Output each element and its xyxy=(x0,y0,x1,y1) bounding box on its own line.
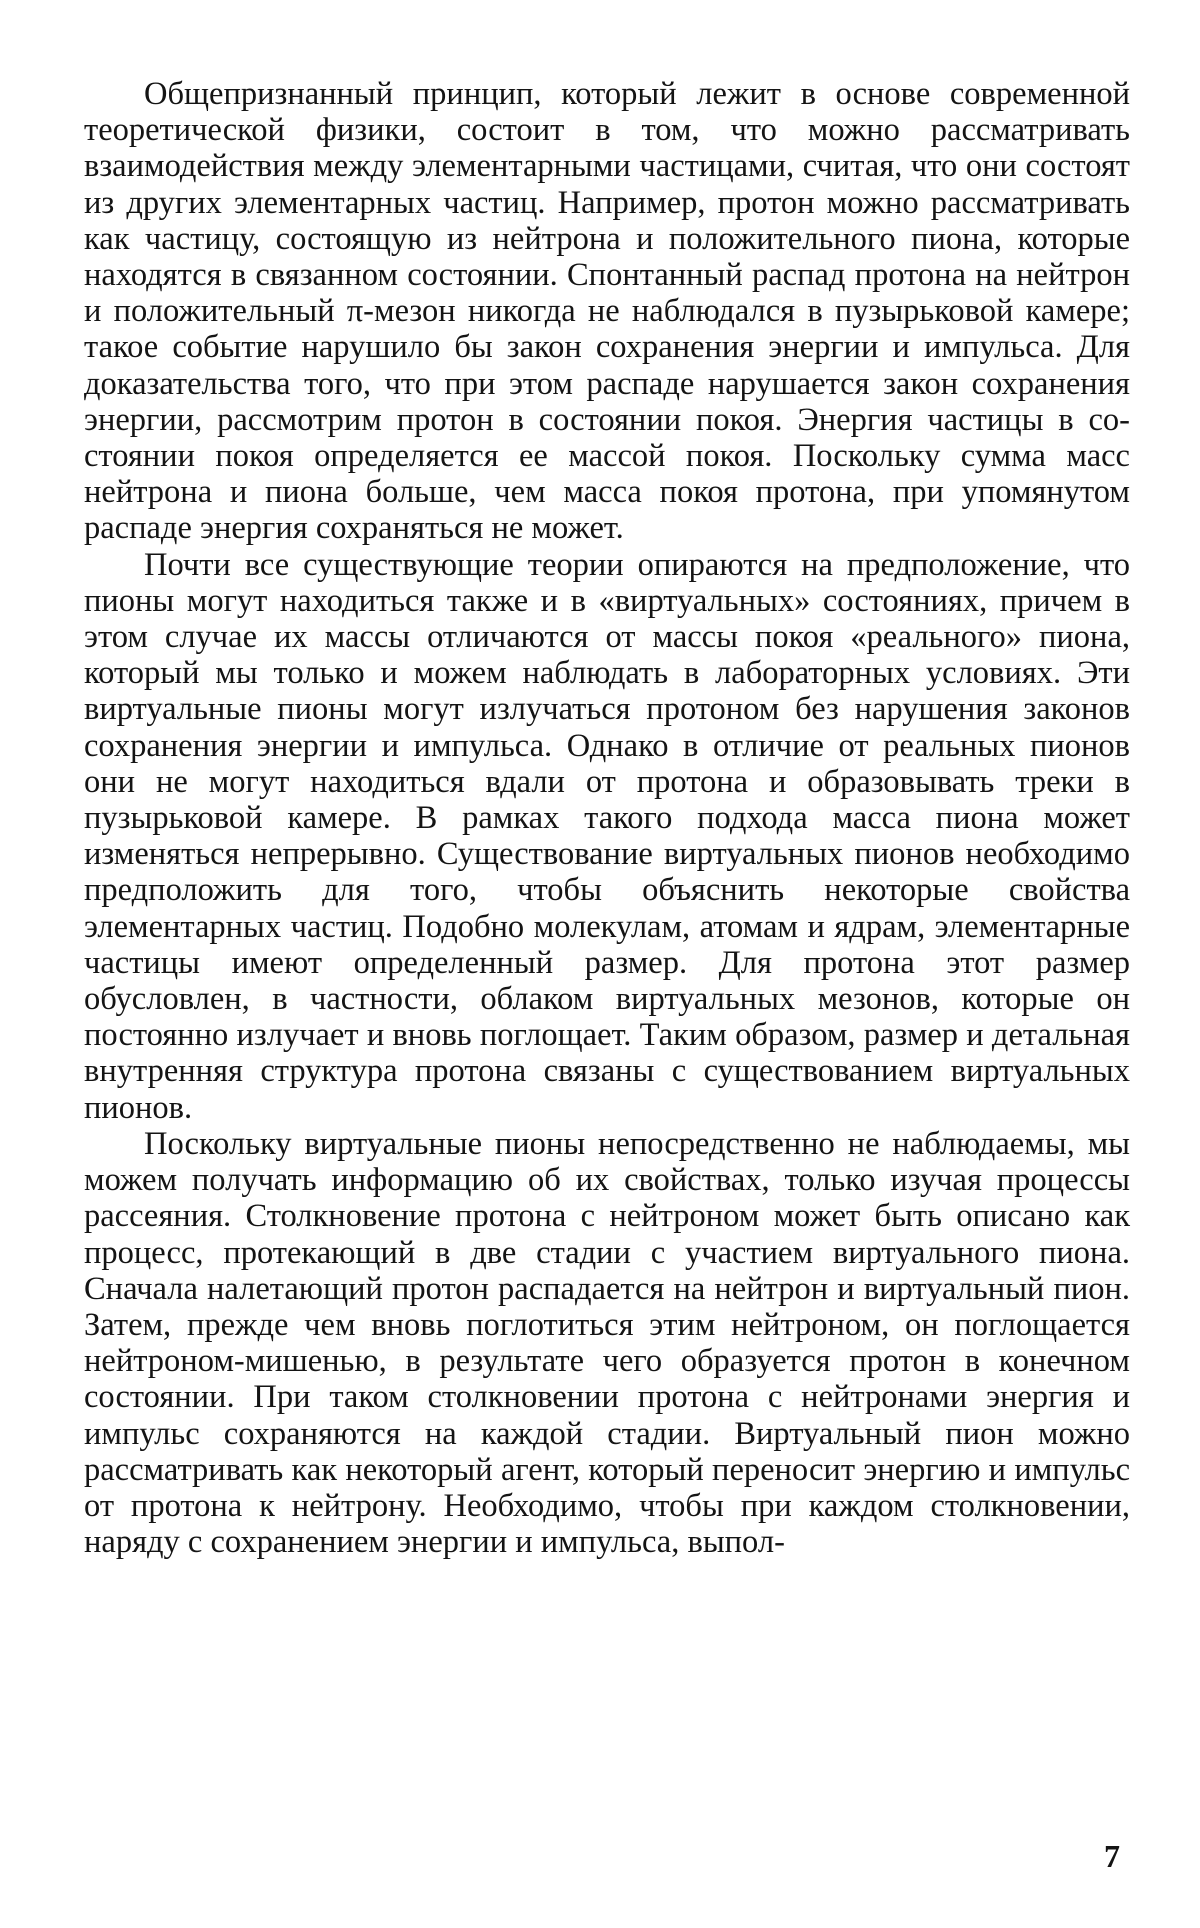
page-number: 7 xyxy=(1104,1838,1120,1874)
page-text xyxy=(84,76,1130,1560)
paragraph-2: Почти все существующие теории опираются на предположение, что пионы могут находиться также и в «виртуальных» состояниях, причем в этом случае их массы отличаются от массы покоя «реального» пиона, который мы только и можем наблюдать в лабораторных условиях. Эти виртуальные пионы могут излучаться протоном без нарушения законов сохранения энергии и импульса. Однако в отличие от реальных пионов они не могут находиться вдали от протона и образовывать треки в пузырьковой камере. В рамках такого подхода масса пиона может изменяться непрерывно. Существование виртуальных пионов необходимо предположить для того, чтобы объяснить некоторые свойства элементарных частиц. Подобно молекулам, атомам и ядрам, элементарные частицы имеют определенный размер. Для протона этот размер обусловлен, в частности, облаком виртуальных мезонов, которые он постоянно излучает и вновь поглощает. Таким образом, размер и детальная внутренняя структура протона связаны с существованием виртуальных пионов. xyxy=(84,546,1130,1126)
paragraph-3: Поскольку виртуальные пионы непосредственно не наблюдаемы, мы можем получать информацию об их свойствах, только изучая процессы рассеяния. Столкновение протона с нейтроном может быть описано как процесс, протекающий в две стадии с участием виртуального пиона. Сначала налетающий протон распадается на нейтрон и виртуальный пион. Затем, прежде чем вновь поглотиться этим нейтроном, он поглощается нейтроном-мишенью, в результате чего образуется протон в конечном состоянии. При таком столкновении протона с нейтронами энергия и импульс сохраняются на каждой стадии. Виртуальный пион можно рассматривать как некоторый агент, который переносит энергию и импульс от протона к нейтрону. Необходимо, чтобы при каждом столкновении, наряду с сохранением энергии и импульса, выпол- xyxy=(84,1125,1130,1561)
paragraph-1: Общепризнанный принцип, который лежит в основе современной теоретической физики, состоит в том, что можно рассматривать взаимодействия между элементарными частицами, считая, что они состоят из других элементарных частиц. Например, протон можно рассматривать как частицу, состоящую из нейтрона и положительного пиона, которые находятся в связанном состоянии. Спонтанный распад протона на нейтрон и положительный π-мезон никогда не наблюдался в пузырьковой камере; такое событие нарушило бы закон сохранения энергии и импульса. Для доказательства того, что при этом распаде нарушается закон сохранения энергии, рассмотрим протон в состоянии покоя. Энергия частицы в состоянии покоя определяется ее массой покоя. Поскольку сумма масс нейтрона и пиона больше, чем масса покоя протона, при упомянутом распаде энергия сохраняться не может. xyxy=(84,76,1130,547)
